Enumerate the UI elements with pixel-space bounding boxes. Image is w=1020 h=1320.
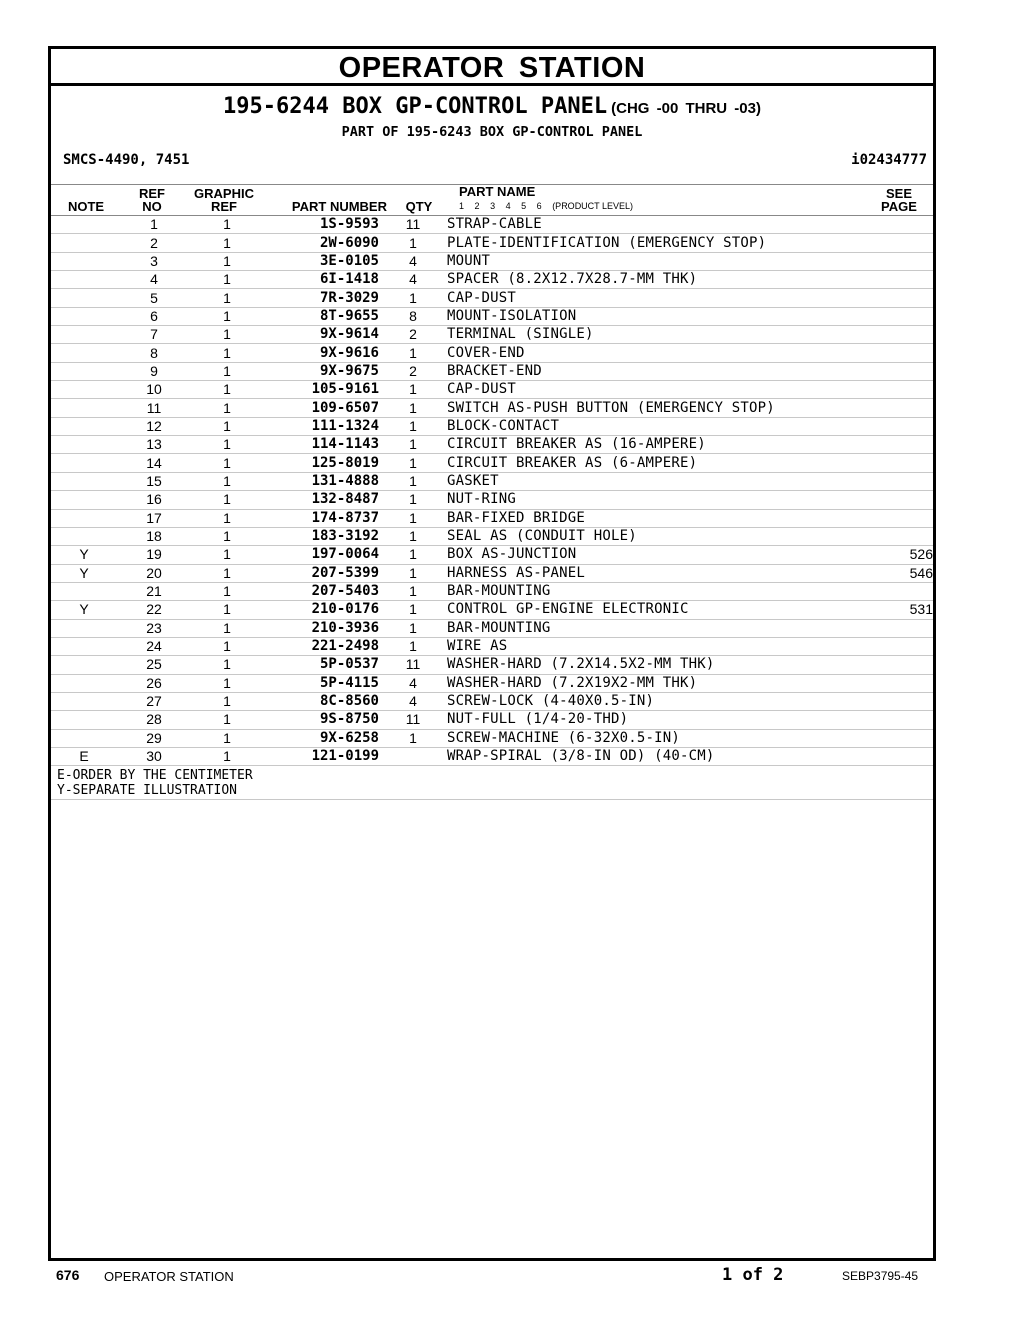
row-part-name: GASKET xyxy=(447,472,865,490)
header-product-levels xyxy=(459,201,641,211)
table-row xyxy=(51,454,933,472)
row-qty: 1 xyxy=(379,564,447,582)
row-part-number: 210-3936 xyxy=(263,619,379,637)
table-row xyxy=(51,216,933,234)
row-note xyxy=(51,417,117,435)
row-note xyxy=(51,674,117,692)
product-level-6: 6 xyxy=(536,201,542,211)
row-see-page: 546 xyxy=(865,564,933,582)
row-part-name: CAP-DUST xyxy=(447,289,865,307)
row-ref-no: 9 xyxy=(117,362,191,380)
footer-section: OPERATOR STATION xyxy=(104,1269,234,1284)
row-part-name: BRACKET-END xyxy=(447,362,865,380)
row-qty: 1 xyxy=(379,399,447,417)
row-part-name: WASHER-HARD (7.2X14.5X2-MM THK) xyxy=(447,656,865,674)
header-see-page-line1: SEE xyxy=(885,186,912,201)
row-see-page xyxy=(865,271,933,289)
row-ref-no: 14 xyxy=(117,454,191,472)
row-graphic-ref: 1 xyxy=(191,399,263,417)
row-qty: 1 xyxy=(379,582,447,600)
row-part-number: 3E-0105 xyxy=(263,252,379,270)
row-note xyxy=(51,637,117,655)
row-ref-no: 6 xyxy=(117,307,191,325)
group-title-change: (CHG -00 THRU -03) xyxy=(611,100,761,117)
row-ref-no: 22 xyxy=(117,601,191,619)
row-ref-no: 27 xyxy=(117,692,191,710)
row-ref-no: 11 xyxy=(117,399,191,417)
row-graphic-ref: 1 xyxy=(191,307,263,325)
row-see-page xyxy=(865,656,933,674)
row-part-name: BAR-FIXED BRIDGE xyxy=(447,509,865,527)
legend-notes xyxy=(51,766,933,800)
row-qty: 4 xyxy=(379,252,447,270)
row-graphic-ref: 1 xyxy=(191,509,263,527)
row-ref-no: 29 xyxy=(117,729,191,747)
row-graphic-ref: 1 xyxy=(191,729,263,747)
row-see-page xyxy=(865,582,933,600)
row-graphic-ref: 1 xyxy=(191,674,263,692)
row-graphic-ref: 1 xyxy=(191,656,263,674)
row-qty: 1 xyxy=(379,472,447,490)
row-ref-no: 7 xyxy=(117,326,191,344)
row-graphic-ref: 1 xyxy=(191,472,263,490)
group-title-main: 195-6244 BOX GP-CONTROL PANEL xyxy=(223,94,608,119)
row-part-number: 8T-9655 xyxy=(263,307,379,325)
row-ref-no: 12 xyxy=(117,417,191,435)
row-qty: 1 xyxy=(379,729,447,747)
row-note xyxy=(51,692,117,710)
row-see-page xyxy=(865,252,933,270)
table-row xyxy=(51,289,933,307)
row-see-page xyxy=(865,454,933,472)
table-row xyxy=(51,601,933,619)
row-graphic-ref: 1 xyxy=(191,711,263,729)
row-graphic-ref: 1 xyxy=(191,546,263,564)
table-row xyxy=(51,729,933,747)
row-note xyxy=(51,307,117,325)
row-note xyxy=(51,619,117,637)
row-part-number: 5P-4115 xyxy=(263,674,379,692)
row-ref-no: 25 xyxy=(117,656,191,674)
row-graphic-ref: 1 xyxy=(191,454,263,472)
row-see-page: 526 xyxy=(865,546,933,564)
table-row xyxy=(51,637,933,655)
table-row xyxy=(51,692,933,710)
row-part-number: 9X-9614 xyxy=(263,326,379,344)
row-note xyxy=(51,289,117,307)
table-row xyxy=(51,747,933,765)
row-part-number: 9X-9616 xyxy=(263,344,379,362)
row-part-number: 210-0176 xyxy=(263,601,379,619)
header-ref-no-line2: NO xyxy=(142,199,162,214)
row-part-name: BAR-MOUNTING xyxy=(447,619,865,637)
table-row xyxy=(51,234,933,252)
row-see-page xyxy=(865,619,933,637)
row-see-page xyxy=(865,747,933,765)
header-part-name: PART NAME xyxy=(459,184,536,199)
row-see-page xyxy=(865,674,933,692)
parts-table xyxy=(51,216,933,766)
row-ref-no: 21 xyxy=(117,582,191,600)
group-title xyxy=(51,94,933,119)
row-part-name: WIRE AS xyxy=(447,637,865,655)
row-see-page xyxy=(865,491,933,509)
row-ref-no: 13 xyxy=(117,436,191,454)
product-level-4: 4 xyxy=(505,201,511,211)
row-graphic-ref: 1 xyxy=(191,326,263,344)
legend-note-y: Y-SEPARATE ILLUSTRATION xyxy=(57,783,238,799)
row-part-number: 174-8737 xyxy=(263,509,379,527)
row-note xyxy=(51,582,117,600)
table-row xyxy=(51,711,933,729)
row-part-number: 221-2498 xyxy=(263,637,379,655)
row-part-name: CIRCUIT BREAKER AS (6-AMPERE) xyxy=(447,454,865,472)
row-see-page xyxy=(865,216,933,234)
row-note xyxy=(51,326,117,344)
row-note xyxy=(51,491,117,509)
row-part-name: SCREW-LOCK (4-40X0.5-IN) xyxy=(447,692,865,710)
row-note: E xyxy=(51,747,117,765)
row-ref-no: 18 xyxy=(117,527,191,545)
row-part-number: 9S-8750 xyxy=(263,711,379,729)
row-qty: 4 xyxy=(379,674,447,692)
row-ref-no: 2 xyxy=(117,234,191,252)
row-qty: 1 xyxy=(379,454,447,472)
row-graphic-ref: 1 xyxy=(191,491,263,509)
row-part-number: 109-6507 xyxy=(263,399,379,417)
footer-page-number: 676 xyxy=(56,1267,80,1283)
row-part-name: SPACER (8.2X12.7X28.7-MM THK) xyxy=(447,271,865,289)
row-part-number: 114-1143 xyxy=(263,436,379,454)
row-note xyxy=(51,711,117,729)
table-row xyxy=(51,252,933,270)
row-part-name: NUT-RING xyxy=(447,491,865,509)
row-see-page xyxy=(865,399,933,417)
table-row xyxy=(51,472,933,490)
row-see-page: 531 xyxy=(865,601,933,619)
row-see-page xyxy=(865,711,933,729)
row-note: Y xyxy=(51,601,117,619)
row-see-page xyxy=(865,509,933,527)
row-ref-no: 5 xyxy=(117,289,191,307)
table-row xyxy=(51,399,933,417)
row-see-page xyxy=(865,729,933,747)
row-part-number: 5P-0537 xyxy=(263,656,379,674)
row-part-name: WRAP-SPIRAL (3/8-IN OD) (40-CM) xyxy=(447,747,865,765)
table-row xyxy=(51,564,933,582)
header-graphic-ref-line2: REF xyxy=(211,199,237,214)
row-see-page xyxy=(865,692,933,710)
row-qty: 2 xyxy=(379,326,447,344)
header-part-number: PART NUMBER xyxy=(291,199,387,214)
row-graphic-ref: 1 xyxy=(191,436,263,454)
table-row xyxy=(51,362,933,380)
row-note xyxy=(51,729,117,747)
table-row xyxy=(51,656,933,674)
row-see-page xyxy=(865,307,933,325)
row-note: Y xyxy=(51,546,117,564)
row-qty: 8 xyxy=(379,307,447,325)
row-part-number: 125-8019 xyxy=(263,454,379,472)
row-part-number: 183-3192 xyxy=(263,527,379,545)
smcs-code: SMCS-4490, 7451 xyxy=(63,152,190,168)
row-see-page xyxy=(865,436,933,454)
row-graphic-ref: 1 xyxy=(191,692,263,710)
row-see-page xyxy=(865,289,933,307)
row-graphic-ref: 1 xyxy=(191,417,263,435)
row-part-name: BOX AS-JUNCTION xyxy=(447,546,865,564)
row-qty: 1 xyxy=(379,546,447,564)
row-note xyxy=(51,509,117,527)
row-graphic-ref: 1 xyxy=(191,601,263,619)
row-part-name: NUT-FULL (1/4-20-THD) xyxy=(447,711,865,729)
row-qty: 11 xyxy=(379,711,447,729)
product-level-label: (PRODUCT LEVEL) xyxy=(552,201,634,211)
row-part-name: BLOCK-CONTACT xyxy=(447,417,865,435)
row-qty: 1 xyxy=(379,381,447,399)
header-see-page-line2: PAGE xyxy=(881,199,917,214)
row-part-name: CONTROL GP-ENGINE ELECTRONIC xyxy=(447,601,865,619)
row-note xyxy=(51,399,117,417)
product-level-3: 3 xyxy=(490,201,496,211)
illustration-id: i02434777 xyxy=(851,152,927,168)
row-part-number: 121-0199 xyxy=(263,747,379,765)
table-row xyxy=(51,509,933,527)
row-note xyxy=(51,436,117,454)
row-see-page xyxy=(865,637,933,655)
row-qty: 11 xyxy=(379,216,447,234)
row-part-name: MOUNT-ISOLATION xyxy=(447,307,865,325)
legend-note-e: E-ORDER BY THE CENTIMETER xyxy=(57,768,253,784)
row-part-number: 7R-3029 xyxy=(263,289,379,307)
row-ref-no: 8 xyxy=(117,344,191,362)
table-row xyxy=(51,674,933,692)
row-ref-no: 26 xyxy=(117,674,191,692)
row-part-number: 9X-6258 xyxy=(263,729,379,747)
row-see-page xyxy=(865,381,933,399)
row-part-name: WASHER-HARD (7.2X19X2-MM THK) xyxy=(447,674,865,692)
row-see-page xyxy=(865,344,933,362)
row-part-name: MOUNT xyxy=(447,252,865,270)
row-graphic-ref: 1 xyxy=(191,381,263,399)
group-subtitle: PART OF 195-6243 BOX GP-CONTROL PANEL xyxy=(341,124,643,140)
group-header xyxy=(51,86,933,184)
product-level-2: 2 xyxy=(474,201,480,211)
row-see-page xyxy=(865,234,933,252)
row-part-name: PLATE-IDENTIFICATION (EMERGENCY STOP) xyxy=(447,234,865,252)
row-qty: 1 xyxy=(379,417,447,435)
row-part-name: CIRCUIT BREAKER AS (16-AMPERE) xyxy=(447,436,865,454)
table-header xyxy=(51,184,933,216)
row-part-name: SCREW-MACHINE (6-32X0.5-IN) xyxy=(447,729,865,747)
product-level-1: 1 xyxy=(459,201,465,211)
row-graphic-ref: 1 xyxy=(191,637,263,655)
table-row xyxy=(51,436,933,454)
row-ref-no: 28 xyxy=(117,711,191,729)
row-note xyxy=(51,381,117,399)
row-qty: 1 xyxy=(379,509,447,527)
row-qty: 11 xyxy=(379,656,447,674)
product-level-5: 5 xyxy=(521,201,527,211)
row-graphic-ref: 1 xyxy=(191,271,263,289)
header-ref-no-line1: REF xyxy=(139,186,165,201)
row-note xyxy=(51,344,117,362)
row-note xyxy=(51,656,117,674)
row-ref-no: 3 xyxy=(117,252,191,270)
header-graphic-ref xyxy=(181,187,267,213)
row-ref-no: 10 xyxy=(117,381,191,399)
row-graphic-ref: 1 xyxy=(191,344,263,362)
row-ref-no: 17 xyxy=(117,509,191,527)
row-part-number: 207-5399 xyxy=(263,564,379,582)
table-row xyxy=(51,619,933,637)
row-part-number: 1S-9593 xyxy=(263,216,379,234)
parts-table-body xyxy=(51,216,933,766)
row-part-name: SWITCH AS-PUSH BUTTON (EMERGENCY STOP) xyxy=(447,399,865,417)
row-part-number: 207-5403 xyxy=(263,582,379,600)
row-see-page xyxy=(865,326,933,344)
table-row xyxy=(51,417,933,435)
row-graphic-ref: 1 xyxy=(191,252,263,270)
row-part-name: CAP-DUST xyxy=(447,381,865,399)
row-ref-no: 19 xyxy=(117,546,191,564)
row-graphic-ref: 1 xyxy=(191,216,263,234)
section-title: OPERATOR STATION xyxy=(51,49,933,86)
row-qty: 1 xyxy=(379,289,447,307)
row-ref-no: 30 xyxy=(117,747,191,765)
row-graphic-ref: 1 xyxy=(191,747,263,765)
row-see-page xyxy=(865,362,933,380)
row-part-number: 2W-6090 xyxy=(263,234,379,252)
table-row xyxy=(51,546,933,564)
footer-document-id: SEBP3795-45 xyxy=(842,1269,919,1283)
table-row xyxy=(51,344,933,362)
row-part-number: 132-8487 xyxy=(263,491,379,509)
row-ref-no: 23 xyxy=(117,619,191,637)
row-graphic-ref: 1 xyxy=(191,564,263,582)
table-row xyxy=(51,307,933,325)
row-part-number: 197-0064 xyxy=(263,546,379,564)
table-row xyxy=(51,271,933,289)
row-qty: 1 xyxy=(379,234,447,252)
row-qty: 1 xyxy=(379,527,447,545)
row-ref-no: 4 xyxy=(117,271,191,289)
row-part-number: 6I-1418 xyxy=(263,271,379,289)
row-see-page xyxy=(865,527,933,545)
row-ref-no: 20 xyxy=(117,564,191,582)
row-part-number: 9X-9675 xyxy=(263,362,379,380)
table-row xyxy=(51,527,933,545)
header-note: NOTE xyxy=(67,199,105,214)
row-part-name: TERMINAL (SINGLE) xyxy=(447,326,865,344)
table-row xyxy=(51,326,933,344)
header-see-page xyxy=(867,187,931,213)
row-part-number: 105-9161 xyxy=(263,381,379,399)
row-ref-no: 15 xyxy=(117,472,191,490)
table-row xyxy=(51,582,933,600)
header-ref-no xyxy=(131,187,173,213)
row-note xyxy=(51,252,117,270)
row-part-number: 8C-8560 xyxy=(263,692,379,710)
row-graphic-ref: 1 xyxy=(191,619,263,637)
row-part-name: SEAL AS (CONDUIT HOLE) xyxy=(447,527,865,545)
row-graphic-ref: 1 xyxy=(191,234,263,252)
row-ref-no: 24 xyxy=(117,637,191,655)
row-qty: 4 xyxy=(379,692,447,710)
row-graphic-ref: 1 xyxy=(191,362,263,380)
row-qty: 1 xyxy=(379,637,447,655)
row-ref-no: 1 xyxy=(117,216,191,234)
row-qty: 1 xyxy=(379,344,447,362)
row-see-page xyxy=(865,417,933,435)
parts-page-frame xyxy=(48,46,936,1261)
header-graphic-ref-line1: GRAPHIC xyxy=(194,186,254,201)
footer-page-of: 1 of 2 xyxy=(722,1265,784,1285)
row-part-name: STRAP-CABLE xyxy=(447,216,865,234)
row-note xyxy=(51,472,117,490)
row-part-name: COVER-END xyxy=(447,344,865,362)
row-note xyxy=(51,527,117,545)
row-graphic-ref: 1 xyxy=(191,582,263,600)
row-qty: 1 xyxy=(379,619,447,637)
row-note xyxy=(51,454,117,472)
row-note: Y xyxy=(51,564,117,582)
row-qty: 1 xyxy=(379,601,447,619)
row-note xyxy=(51,216,117,234)
row-note xyxy=(51,362,117,380)
row-qty: 1 xyxy=(379,436,447,454)
row-see-page xyxy=(865,472,933,490)
row-part-number: 131-4888 xyxy=(263,472,379,490)
row-qty: 1 xyxy=(379,491,447,509)
row-note xyxy=(51,234,117,252)
row-part-name: BAR-MOUNTING xyxy=(447,582,865,600)
header-qty: QTY xyxy=(405,199,433,214)
row-note xyxy=(51,271,117,289)
row-qty: 2 xyxy=(379,362,447,380)
row-graphic-ref: 1 xyxy=(191,527,263,545)
row-graphic-ref: 1 xyxy=(191,289,263,307)
table-row xyxy=(51,381,933,399)
row-ref-no: 16 xyxy=(117,491,191,509)
row-part-number: 111-1324 xyxy=(263,417,379,435)
row-qty xyxy=(379,747,447,765)
row-qty: 4 xyxy=(379,271,447,289)
row-part-name: HARNESS AS-PANEL xyxy=(447,564,865,582)
table-row xyxy=(51,491,933,509)
